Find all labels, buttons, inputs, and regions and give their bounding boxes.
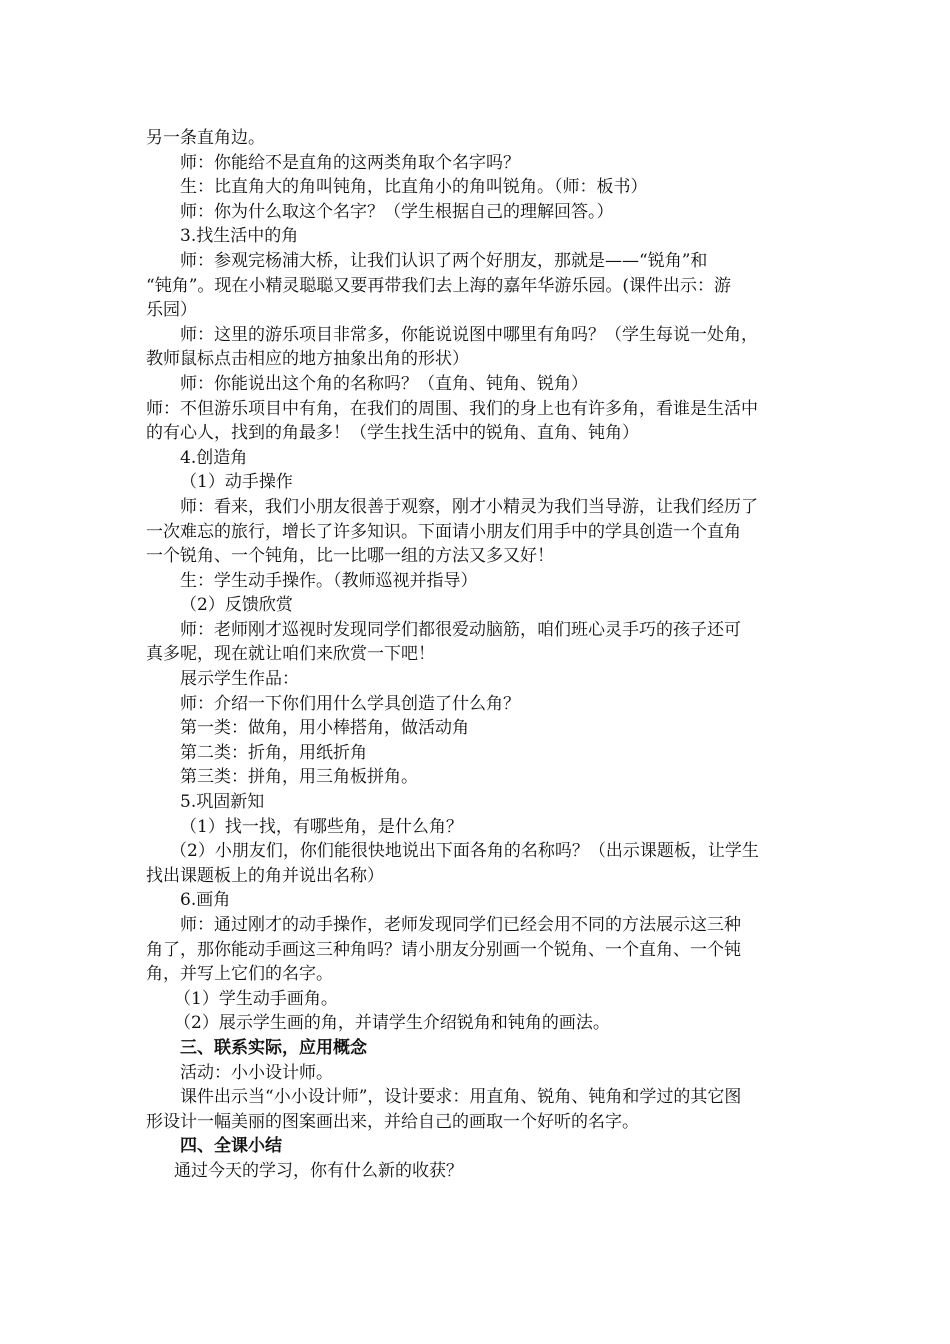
text-line: 师：通过刚才的动手操作，老师发现同学们已经会用不同的方法展示这三种 (180, 915, 741, 935)
text-line: 乐园） (146, 300, 197, 321)
text-line: 找出课题板上的角并说出名称） (146, 865, 384, 886)
section-heading: 3.找生活中的角 (180, 226, 299, 247)
section-heading: 四、全课小结 (180, 1136, 282, 1157)
text-line: 角，并写上它们的名字。 (146, 964, 333, 985)
text-line: 第二类：折角，用纸折角 (180, 742, 367, 763)
text-line: 师：不但游乐项目中有角，在我们的周围、我们的身上也有许多角，看谁是生活中 (146, 398, 758, 419)
text-line: 真多呢，现在就让咱们来欣赏一下吧！ (146, 644, 435, 665)
text-line: “钝角”。现在小精灵聪聪又要再带我们去上海的嘉年华游乐园。(课件出示：游 (146, 275, 732, 296)
text-line: 师：看来，我们小朋友很善于观察，刚才小精灵为我们当导游，让我们经历了 (180, 496, 758, 517)
section-heading: 5.巩固新知 (180, 792, 265, 813)
text-line: （1）学生动手画角。 (174, 988, 338, 1009)
text-line: 一次难忘的旅行，增长了许多知识。下面请小朋友们用手中的学具创造一个直角 (146, 521, 741, 542)
text-line: 师：这里的游乐项目非常多，你能说说图中哪里有角吗？（学生每说一处角， (180, 324, 758, 345)
section-heading: 6.画角 (180, 890, 231, 911)
text-line: 教师鼠标点击相应的地方抽象出角的形状） (146, 349, 469, 370)
subsection-heading: （1）动手操作 (180, 472, 293, 493)
text-line: 师：你能给不是直角的这两类角取个名字吗？ (180, 152, 520, 173)
text-line: 第三类：拼角，用三角板拼角。 (180, 767, 418, 788)
text-line: 课件出示当“小小设计师”，设计要求：用直角、锐角、钝角和学过的其它图 (180, 1087, 742, 1108)
text-line: 角了，那你能动手画这三种角吗？请小朋友分别画一个锐角、一个直角、一个钝 (146, 939, 741, 960)
text-line: 师：老师刚才巡视时发现同学们都很爱动脑筋，咱们班心灵手巧的孩子还可 (180, 619, 741, 640)
text-line: 的有心人，找到的角最多！（学生找生活中的锐角、直角、钝角） (146, 423, 639, 444)
text-line: 生：比直角大的角叫钝角，比直角小的角叫锐角。（师：板书） (180, 177, 648, 198)
subsection-heading: （2）反馈欣赏 (180, 595, 293, 616)
text-line: 第一类：做角，用小棒搭角，做活动角 (180, 718, 469, 739)
text-line: 一个锐角、一个钝角，比一比哪一组的方法又多又好！ (146, 546, 554, 567)
text-line: （2）小朋友们，你们能很快地说出下面各角的名称吗？（出示课题板，让学生 (170, 841, 759, 862)
text-line: 师：介绍一下你们用什么学具创造了什么角？ (180, 693, 520, 714)
text-line: 另一条直角边。 (146, 128, 265, 148)
text-line: 展示学生作品： (180, 669, 299, 690)
text-line: 活动：小小设计师。 (180, 1062, 333, 1083)
section-heading: 4.创造角 (180, 447, 248, 468)
text-line: （2）展示学生画的角，并请学生介绍锐角和钝角的画法。 (174, 1013, 610, 1034)
text-line: 师：参观完杨浦大桥，让我们认识了两个好朋友，那就是——“锐角”和 (180, 250, 708, 271)
section-heading: 三、联系实际，应用概念 (180, 1037, 367, 1058)
text-line: 通过今天的学习，你有什么新的收获？ (174, 1160, 463, 1181)
text-line: 师：你能说出这个角的名称吗？（直角、钝角、锐角） (180, 373, 588, 394)
text-line: （1）找一找，有哪些角，是什么角？ (180, 816, 463, 837)
text-line: 生：学生动手操作。（教师巡视并指导） (180, 570, 478, 591)
text-line: 形设计一幅美丽的图案画出来，并给自己的画取一个好听的名字。 (146, 1111, 639, 1132)
text-line: 师：你为什么取这个名字？（学生根据自己的理解回答。） (180, 201, 614, 222)
document-page (146, 126, 810, 1184)
